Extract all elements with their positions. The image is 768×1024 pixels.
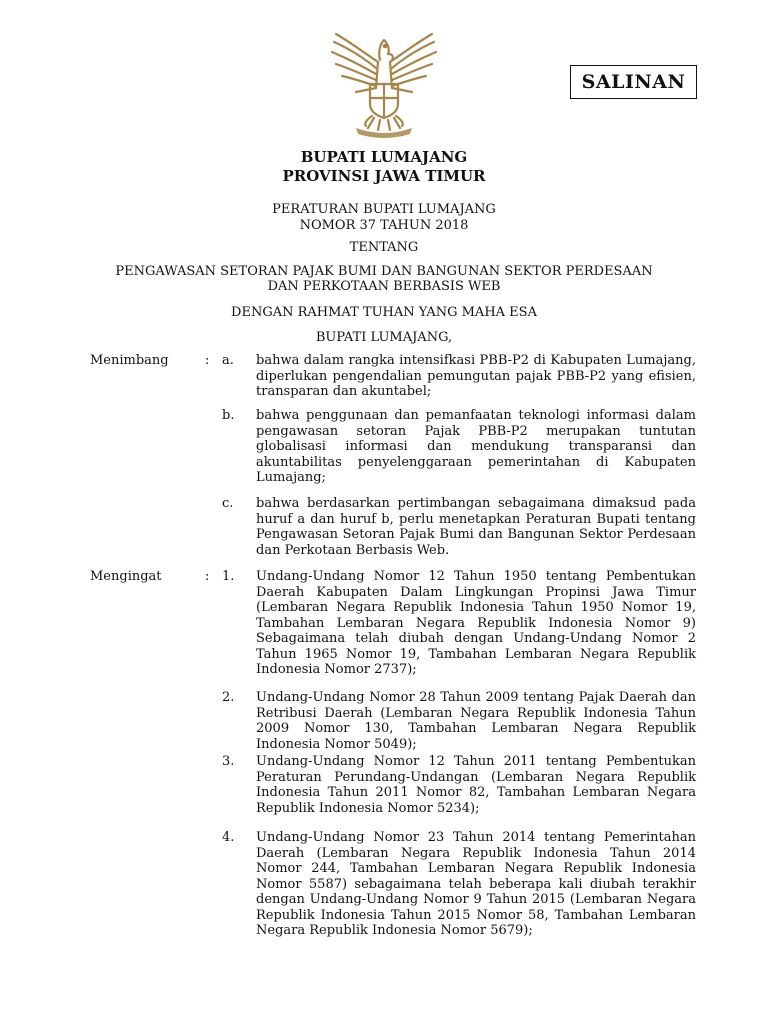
mengingat-item-marker: 3. bbox=[222, 754, 235, 769]
about-heading: TENTANG bbox=[349, 240, 419, 255]
mengingat-colon: : bbox=[205, 569, 210, 584]
menimbang-item-marker: c. bbox=[222, 496, 234, 511]
mengingat-item-text: Undang-Undang Nomor 12 Tahun 1950 tentang Pembentukan Daerah Kabupaten Dalam Lingkungan Propinsi Jawa Timur (Lembaran Negara Republik Indonesia Tahun 1950 Nomor 19, Tambahan Lembaran Negara Republik Indonesia Nomor 9) Sebagaimana telah diubah dengan Undang-Undang Nomor 2 Tahun 1965 Nomor 19, Tambahan Lembaran Negara Republik Indonesia Nomor 2737); bbox=[256, 569, 696, 677]
menimbang-label: Menimbang bbox=[90, 353, 169, 368]
regulation-subject-line-1: PENGAWASAN SETORAN PAJAK BUMI DAN BANGUNAN SEKTOR PERDESAAN bbox=[115, 264, 653, 279]
mengingat-item-text: Undang-Undang Nomor 28 Tahun 2009 tentang Pajak Daerah dan Retribusi Daerah (Lembaran Negara Republik Indonesia Tahun 2009 Nomor 130, Tambahan Lembaran Negara Republik Indonesia Nomor 5049); bbox=[256, 690, 696, 752]
mengingat-item-marker: 1. bbox=[222, 569, 235, 584]
mengingat-item-text: Undang-Undang Nomor 12 Tahun 2011 tentang Pembentukan Peraturan Perundang-Undangan (Lembaran Negara Republik Indonesia Tahun 2011 Nomor 82, Tambahan Lembaran Negara Republik Indonesia Nomor 5234); bbox=[256, 754, 696, 816]
issuer-title: BUPATI LUMAJANG bbox=[300, 148, 468, 166]
menimbang-item-text: bahwa dalam rangka intensifkasi PBB-P2 di Kabupaten Lumajang, diperlukan pengendalian pemungutan pajak PBB-P2 yang efisien, transparan dan akuntabel; bbox=[256, 353, 696, 399]
mengingat-item-marker: 4. bbox=[222, 830, 235, 845]
mengingat-item-text: Undang-Undang Nomor 23 Tahun 2014 tentang Pemerintahan Daerah (Lembaran Negara Republik Indonesia Tahun 2014 Nomor 244, Tambahan Lembaran Negara Republik Indonesia Nomor 5587) sebagaimana telah beberapa kali diubah terakhir dengan Undang-Undang Nomor 9 Tahun 2015 (Lembaran Negara Republik Indonesia Tahun 2015 Nomor 58, Tambahan Lembaran Negara Republik Indonesia Nomor 5679); bbox=[256, 830, 696, 938]
regulation-title: PERATURAN BUPATI LUMAJANG bbox=[272, 202, 496, 217]
issuer-opening: BUPATI LUMAJANG, bbox=[315, 330, 453, 345]
menimbang-item-marker: a. bbox=[222, 353, 234, 368]
regulation-number: NOMOR 37 TAHUN 2018 bbox=[299, 218, 469, 233]
mengingat-item-marker: 2. bbox=[222, 690, 235, 705]
province-title: PROVINSI JAWA TIMUR bbox=[282, 167, 486, 185]
menimbang-colon: : bbox=[205, 353, 210, 368]
menimbang-item-text: bahwa penggunaan dan pemanfaatan teknologi informasi dalam pengawasan setoran Pajak PBB-P2 merupakan tuntutan globalisasi informasi dan mendukung transparansi dan akuntabilitas penyelenggaraan pemerintahan di Kabupaten Lumajang; bbox=[256, 408, 696, 485]
menimbang-item-text: bahwa berdasarkan pertimbangan sebagaimana dimaksud pada huruf a dan huruf b, perlu menetapkan Peraturan Bupati tentang Pengawasan Setoran Pajak Bumi dan Bangunan Sektor Perdesaan dan Perkotaan Berbasis Web. bbox=[256, 496, 696, 558]
regulation-subject-line-2: DAN PERKOTAAN BERBASIS WEB bbox=[267, 279, 501, 294]
menimbang-item-marker: b. bbox=[222, 408, 235, 423]
mengingat-label: Mengingat bbox=[90, 569, 162, 584]
salinan-stamp: SALINAN bbox=[570, 65, 697, 99]
divine-grace-formula: DENGAN RAHMAT TUHAN YANG MAHA ESA bbox=[231, 305, 537, 320]
garuda-emblem-icon bbox=[326, 28, 442, 140]
